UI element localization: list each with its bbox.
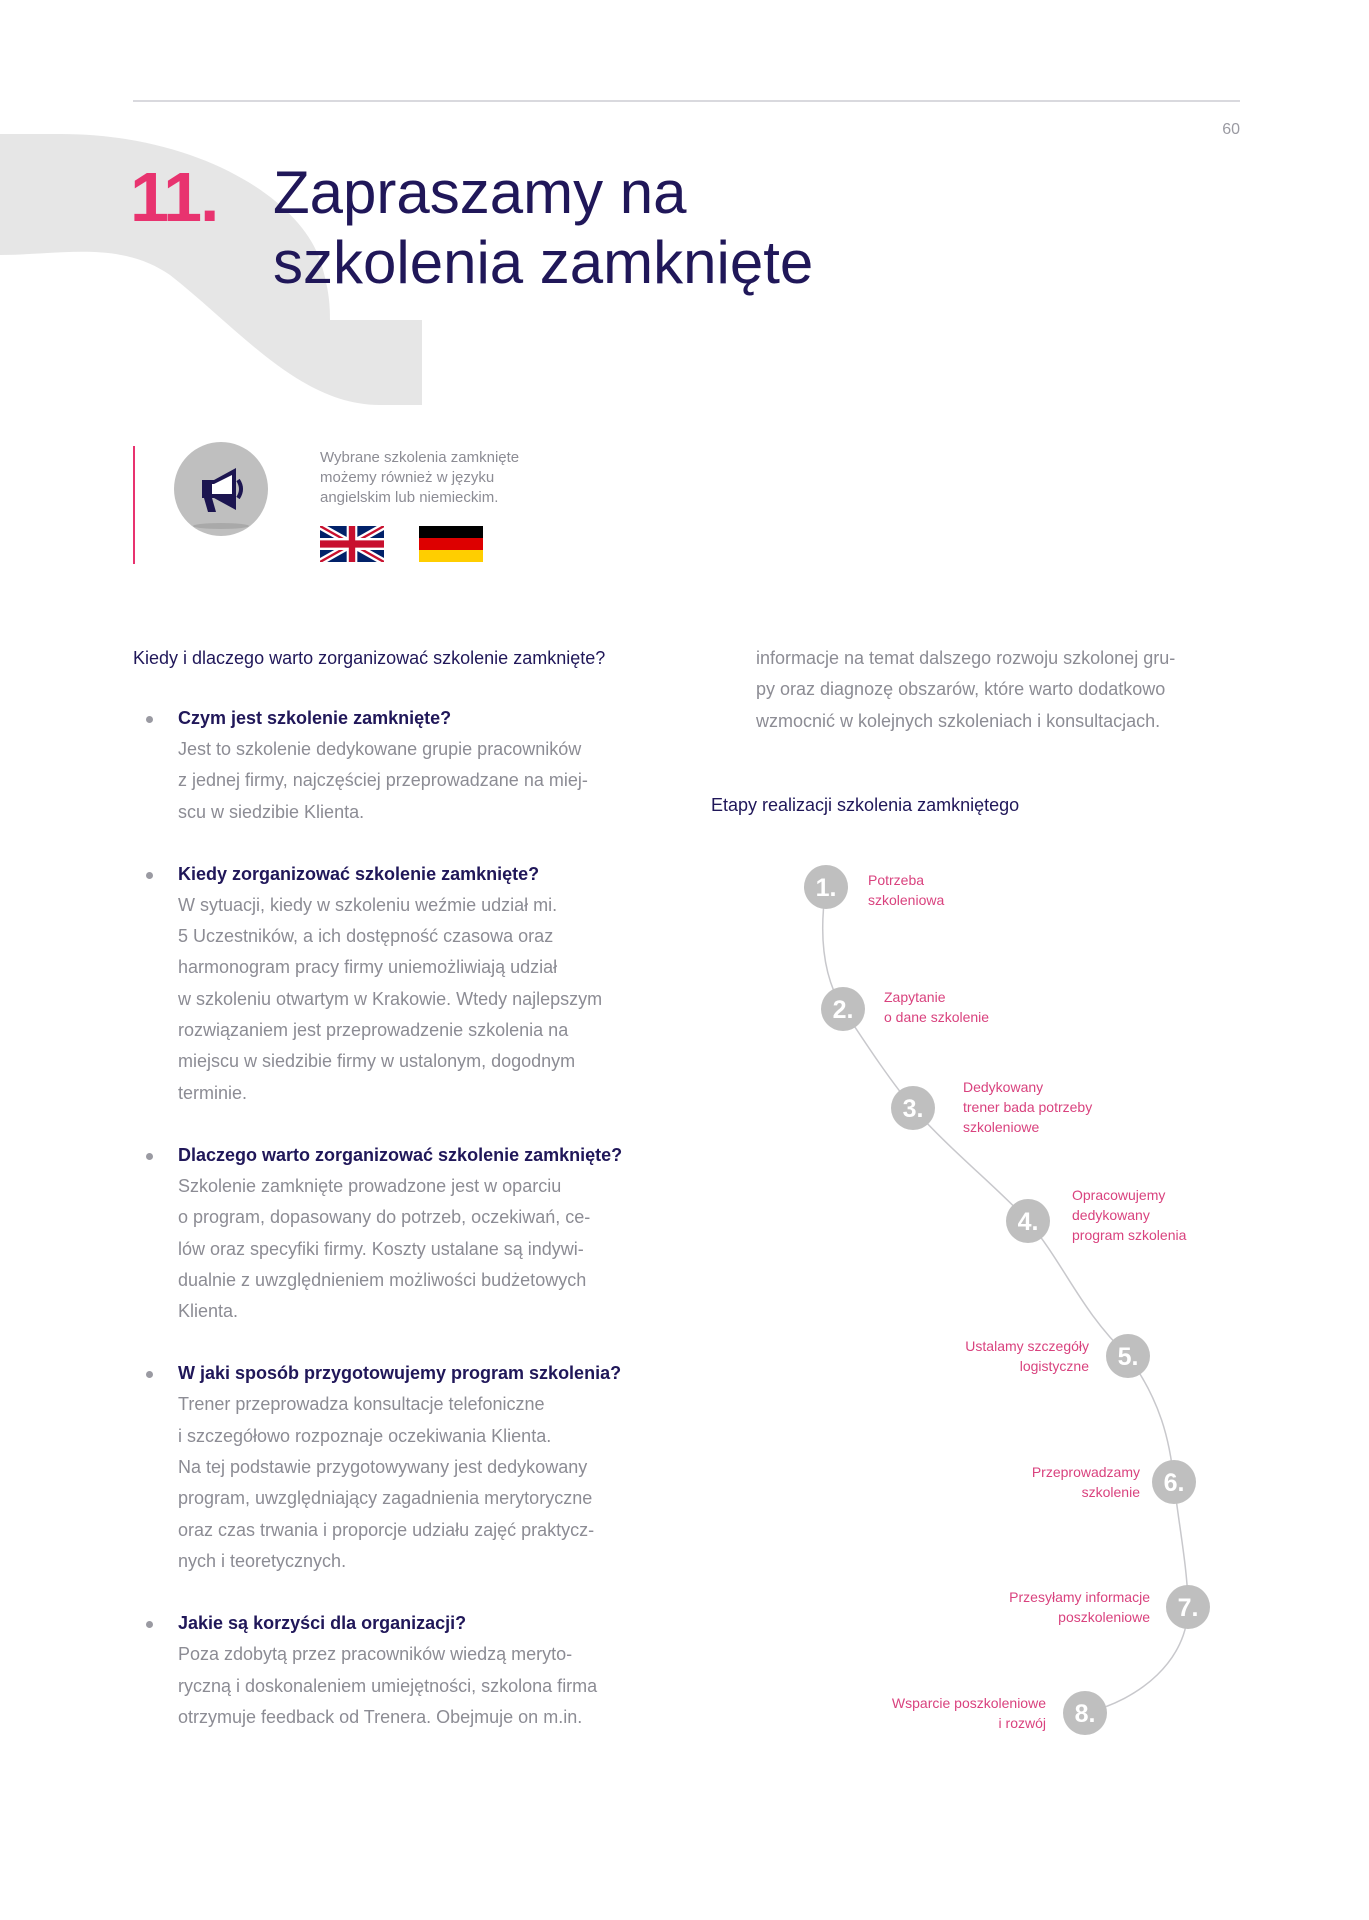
step-label-line: szkoleniowe: [963, 1119, 1040, 1135]
faq-question: Kiedy zorganizować szkolenie zamknięte?: [178, 863, 540, 884]
answer-line: program, uwzględniający zagadnienia merytoryczne: [178, 1488, 593, 1509]
step-label-2: [884, 987, 989, 1027]
step-label-line: szkoleniowa: [868, 892, 945, 908]
faq-question: Czym jest szkolenie zamknięte?: [178, 708, 452, 728]
answer-line: z jednej firmy, najczęściej przeprowadzane na miej-: [178, 770, 588, 791]
faq-question: Jakie są korzyści dla organizacji?: [178, 1613, 467, 1634]
step-label-line: Wsparcie poszkoleniowe: [891, 1695, 1046, 1711]
step-marker-4: [1006, 1199, 1050, 1243]
faq-question: W jaki sposób przygotowujemy program szkolenia?: [178, 1363, 622, 1384]
answer-line: Klienta.: [178, 1301, 239, 1322]
answer-line: ryczną i doskonaleniem umiejętności, szkolona firma: [178, 1675, 598, 1696]
answer-line: miejscu w siedzibie firmy w ustalonym, dogodnym: [178, 1051, 576, 1072]
language-info-line: możemy również w języku: [320, 469, 495, 486]
step-marker-3: [891, 1086, 935, 1130]
step-number: 5.: [1117, 1343, 1139, 1371]
step-marker-5: [1106, 1334, 1150, 1378]
faq-question: Dlaczego warto zorganizować szkolenie zamknięte?: [178, 1144, 623, 1165]
step-number: 1.: [815, 874, 837, 902]
step-label-line: Zapytanie: [884, 989, 946, 1005]
step-marker-2: [821, 987, 865, 1031]
language-info-line: Wybrane szkolenia zamknięte: [320, 449, 520, 466]
step-marker-1: [804, 865, 848, 909]
step-label-line: Ustalamy szczegóły: [965, 1338, 1089, 1354]
step-label-line: logistyczne: [1019, 1358, 1089, 1374]
answer-line: dualnie z uwzględnieniem możliwości budżetowych: [178, 1269, 587, 1290]
answer-line: otrzymuje feedback od Trenera. Obejmuje on m.in.: [178, 1706, 583, 1727]
step-label-line: o dane szkolenie: [884, 1009, 990, 1025]
step-label-1: [868, 870, 944, 910]
step-label-4: [1072, 1185, 1186, 1245]
step-label-line: i rozwój: [998, 1715, 1046, 1731]
answer-line: Szkolenie zamknięte prowadzone jest w oparciu: [178, 1175, 562, 1196]
answer-line: rozwiązaniem jest przeprowadzenie szkolenia na: [178, 1020, 569, 1041]
title-line-2: szkolenia zamknięte: [273, 229, 814, 296]
answer-line: nych i teoretycznych.: [178, 1550, 347, 1571]
language-info-line: angielskim lub niemieckim.: [320, 489, 499, 506]
step-label-3: [963, 1077, 1092, 1137]
step-label-8: [830, 1693, 1046, 1733]
continuation-line: py oraz diagnozę obszarów, które warto dodatkowo: [756, 679, 1166, 700]
title-line-1: Zapraszamy na: [273, 159, 687, 226]
step-number: 2.: [832, 996, 854, 1024]
answer-line: Poza zdobytą przez pracowników wiedzą meryto-: [178, 1644, 573, 1665]
step-label-line: Opracowujemy: [1072, 1187, 1166, 1203]
answer-line: w szkoleniu otwartym w Krakowie. Wtedy najlepszym: [178, 988, 603, 1009]
step-label-line: Dedykowany: [963, 1079, 1044, 1095]
answer-line: Trener przeprowadza konsultacje telefoniczne: [178, 1394, 545, 1415]
answer-line: harmonogram pracy firmy uniemożliwiają udział: [178, 957, 558, 978]
step-label-line: dedykowany: [1072, 1207, 1150, 1223]
step-number: 4.: [1017, 1208, 1039, 1236]
step-number: 3.: [902, 1095, 924, 1123]
step-label-line: Potrzeba: [868, 872, 925, 888]
step-number: 7.: [1177, 1594, 1199, 1622]
stages-heading: Etapy realizacji szkolenia zamkniętego: [711, 795, 1020, 815]
step-label-7: [900, 1587, 1150, 1627]
step-label-line: Przesyłamy informacje: [1009, 1589, 1150, 1605]
step-marker-8: [1063, 1691, 1107, 1735]
answer-line: terminie.: [178, 1082, 248, 1103]
continuation-line: wzmocnić w kolejnych szkoleniach i konsultacjach.: [756, 710, 1161, 731]
page-number: 60: [1222, 121, 1240, 138]
faq-heading: Kiedy i dlaczego warto zorganizować szkolenie zamknięte?: [133, 648, 606, 668]
step-label-line: trener bada potrzeby: [963, 1099, 1093, 1115]
step-label-5: [900, 1336, 1089, 1376]
answer-line: W sytuacji, kiedy w szkoleniu weźmie udział mi.: [178, 894, 558, 915]
step-marker-6: [1152, 1460, 1196, 1504]
answer-line: i szczegółowo rozpoznaje oczekiwania Klienta.: [178, 1425, 552, 1446]
answer-line: lów oraz specyfiki firmy. Koszty ustalane są indywi-: [178, 1238, 584, 1259]
step-label-line: szkolenie: [1081, 1484, 1140, 1500]
step-marker-7: [1166, 1585, 1210, 1629]
answer-line: oraz czas trwania i proporcje udziału zajęć praktycz-: [178, 1519, 595, 1540]
answer-line: o program, dopasowany do potrzeb, oczekiwań, ce-: [178, 1207, 591, 1228]
step-label-line: Przeprowadzamy: [1031, 1464, 1140, 1480]
step-label-6: [940, 1462, 1140, 1502]
step-number: 8.: [1074, 1700, 1096, 1728]
step-number: 6.: [1163, 1469, 1185, 1497]
answer-line: Na tej podstawie przygotowywany jest dedykowany: [178, 1457, 588, 1478]
answer-line: scu w siedzibie Klienta.: [178, 801, 365, 822]
answer-line: 5 Uczestników, a ich dostępność czasowa oraz: [178, 926, 554, 947]
continuation-line: informacje na temat dalszego rozwoju szkolonej gru-: [756, 648, 1176, 668]
chapter-number: 11.: [130, 158, 218, 236]
step-label-line: program szkolenia: [1072, 1227, 1187, 1243]
answer-line: Jest to szkolenie dedykowane grupie pracowników: [178, 739, 582, 759]
step-label-line: poszkoleniowe: [1058, 1609, 1150, 1625]
